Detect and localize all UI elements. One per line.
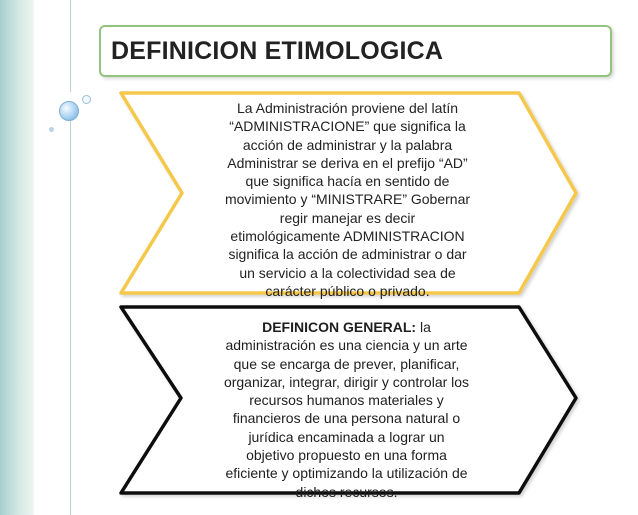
etymology-line: movimiento y “MINISTRARE” Gobernar: [224, 191, 471, 208]
general-definition-first-line: [199, 318, 494, 336]
slide-title: DEFINICION ETIMOLOGICA: [111, 37, 444, 65]
general-definition-line: financieros de una persona natural o: [232, 410, 461, 427]
general-definition-line: eficiente y optimizando la utilización de: [225, 465, 468, 482]
general-definition-line: recursos humanos materiales y: [249, 392, 444, 409]
general-definition-line: jurídica encaminada a lograr un: [248, 428, 445, 445]
etymology-line: un servicio a la colectividad sea de: [239, 264, 456, 281]
etymology-line: Administrar se deriva en el prefijo “AD”: [227, 154, 468, 171]
etymology-line: que significa hacía en sentido de: [245, 173, 450, 190]
general-definition-line: administración es una ciencia y un arte: [225, 337, 468, 354]
general-definition-text: [199, 318, 494, 501]
etymology-line: “ADMINISTRACIONE” que significa la: [229, 118, 466, 135]
general-definition-line: objetivo propuesto en una forma: [246, 447, 447, 464]
general-definition-line: que se encarga de prever, planificar,: [233, 355, 460, 372]
etymology-line: regir manejar es decir: [279, 209, 416, 226]
etymology-text: [200, 99, 495, 300]
etymology-line: carácter público o privado.: [265, 282, 430, 299]
etymology-line: acción de administrar y la palabra: [242, 136, 453, 153]
etymology-line: La Administración proviene del latín: [236, 100, 459, 116]
general-definition-heading-rest: la: [416, 319, 431, 335]
general-definition-line: organizar, integrar, dirigir y controlar los: [223, 373, 470, 390]
etymology-line: significa la acción de administrar o dar: [228, 246, 467, 263]
general-definition-line: dichos recursos.: [295, 483, 398, 500]
etymology-line: etimológicamente ADMINISTRACION: [230, 228, 465, 245]
general-definition-heading: DEFINICON GENERAL:: [262, 319, 417, 335]
